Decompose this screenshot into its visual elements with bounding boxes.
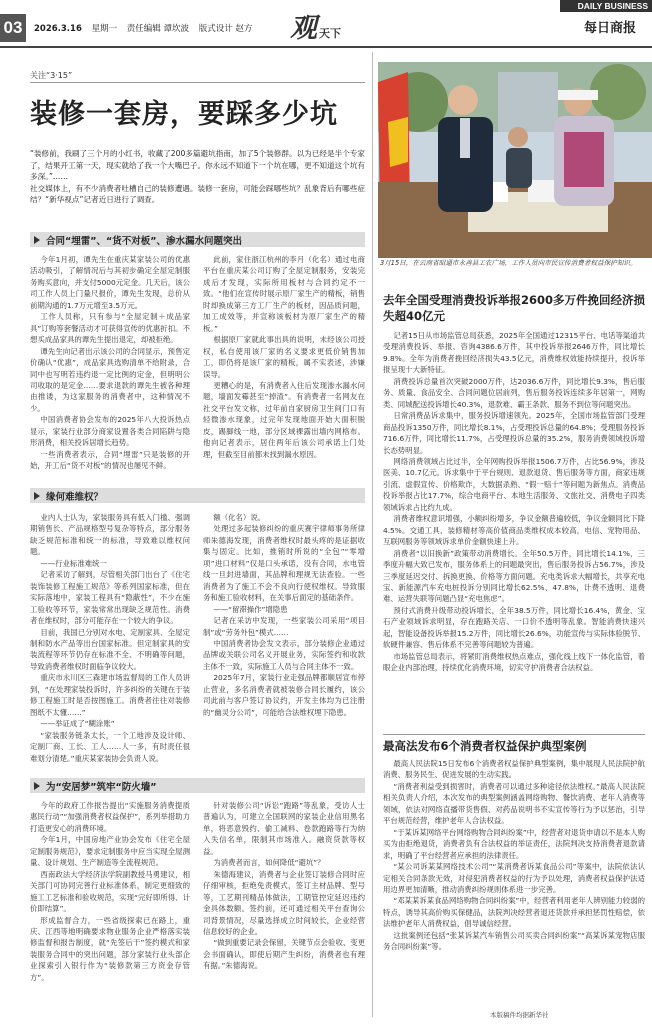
paragraph: 西南政法大学经济法学院副教授马勇建议，相关部门可协同完善行业标准体系，制定更细致的施工工艺标准和验收规范，实现“完好即所得、计价即结算”。 [30,869,190,914]
section-logo [290,6,341,45]
designer: 版式设计 赵方 [198,24,253,34]
paragraph: 市场监管总局表示，将紧盯消费维权热点难点，强化线上线下一体化监管，着眼企业内部治理，持续优化消费环境，切实守护消费者合法权益。 [383,651,645,673]
story-1-body [383,330,645,730]
paragraph: 更糟心的是，有消费者入住后发现渗水漏水问题，墙面发霉甚至“掉渣”。有消费者一名网友在社交平台发文称，过年前自家厨房卫生间门口有轻微渗水现象，过完年发现地面开始大面积脱皮，踢脚线一地，部分区域裸露出墙内网格布。他向记者表示，居住两年后该公司承诺上门处理，但截至目前都未找到漏水原因。 [203,380,365,459]
page-number: 03 [0,14,26,42]
section-heading-2 [30,488,365,503]
weekday: 星期一 [91,24,118,34]
page-title: 装修一套房，要踩多少坑 [30,99,338,130]
paragraph: 中国消费者协会发布的2025年八大投诉热点显示，家装行业部分商家设置各类合同陷阱与隐形消费，相关投诉居增长趋势。 [30,415,190,448]
paragraph: 2025年7月，家装行业走强品牌都顺居宣布停止营业，多名消费者就被装修合同长履约，该公司此前与客户签订协议约，开发主体均为已注册的“幽灵分公司”，可能给合法维权埋下隐患。 [203,673,365,717]
story-2-title: 最高法发布6个消费者权益保护典型案例 [383,739,587,753]
section-1-col-1 [30,254,190,484]
paragraph: “家装服务链条太长，一个工地涉及设计师、定制厂商、工长、工人……人一多，有时责任很难划分清楚。”重庆某家装协会负责人说。 [30,730,190,763]
news-photo [378,62,652,258]
paragraph: 最高人民法院15日发布6个消费者权益保护典型案例，集中展现人民法院护航消费、服务民生、促进发展的生动实践。 [383,759,645,780]
paragraph: 额（化名）说。 [213,513,266,522]
paragraph: “做到重要记录会保留，关键节点会验收、变更会书面确认，即使后期产生纠纷，消费者也有理有据。”朱德海说。 [203,938,365,971]
section-3-col-2 [203,800,365,1014]
paragraph: 谭先生向记者出示该公司的合同显示，预售定价确认“优惠”，成品家具选购清单不给附录，合同中也写明若违约退一定比例的定金，但明明公司收取的是定金……要求退款的谭先生被各种理由推诿，为这家服务的消费者中，这种情况不少。 [30,346,190,413]
paragraph: 重庆市永川区三森建市场监督局的工作人员讲到，“在处理家装投诉时，许多纠纷的关键在于装修工程施工时是否按图施工。消费者往往对装修图纸不太懂……” [30,673,190,717]
paragraph: 消费者维权意识增强，小额纠纷增多，争议金额普遍较低，争议金额同比下降4.5%。交通工具、装修精材等高价值商品类维权成本较高，电信、宠物用品、互联网服务等领域诉求单价金额快速上升。 [383,514,645,547]
story-separator [383,734,645,735]
paragraph: 网络消费领域占比过半，全年网购投诉举报1506.7万件，占比56.9%，涉及医美、10.7亿元。诉求集中于平台规则、退款退货、售后服务等方面，商家违规引流、虚假宣传、价格欺诈，大数据杀熟、“假一赔十”等问题为新焦点。消费品投诉举报占比17.7%，综合电商平台、本地生活服务、文旅社交、消费电子四类领域诉求占比约九成。 [383,456,645,512]
paragraph: 今年1月，中国房地产业协会发布《住宅全屋定制服务规范》，要求定制服务中应当实现全屋测量、设计规划、生产制造等全流程规范。 [30,835,190,868]
paragraph: “于某诉某网络平台网络购物合同纠纷案”中，经营者对退货申请以不是本人购买为由拒绝退货，消费者负有合法权益的举证责任，法院判决支持消费者退款请求，明确了平台经营者应承担的法律责任。 [383,827,645,860]
credit-line: 本版稿件均据新华社 [490,1011,549,1019]
section-1-col-2 [203,254,365,484]
paper-name: 每日商报 [584,21,637,36]
paragraph: 此前，家住浙江杭州的李月（化名）通过电商平台在重庆某公司订购了全屋定制服务，安装完成后才发现，实际所用板材与合同约定不一致。“他们在宣传时展示原厂家生产的精板，销售时却换成第三方工厂生产的板材，因品质问题，加工成效等，并宣称该板材为原厂家生产的精板。” [203,255,365,333]
paragraph: 一些消费者表示，合同“埋雷”只是装修的开始，开工后“货不对板”的情况也屡见不鲜。 [30,449,190,471]
section-heading-1 [30,232,365,247]
paragraph: “邓某某诉某食品网络购物合同纠纷案”中，经营者利用老年人辨别能力较弱的特点，诱导其高价购买保健品，法院判决经营者退还货款并承担惩罚性赔偿，依法维护老年人消费权益，倡导诚信经营。 [383,896,645,929]
triangle-icon [34,492,40,500]
paragraph: 朱德海建议，消费者与企业签订装修合同时应仔细审核，拒绝免责模式，签订主材品牌、型号等，工艺期刊精品体做法，工期管控定延迟违约金具体数额。签约前，还可通过相关平台查询公司背景情况，尽量选择成立时间较长，企业经营信息较好的企业。 [203,869,365,936]
photo-caption: 3月15日，在云南省昭通市永善县工农广场，工作人员向市民宣传消费者权益保护知识。 [380,259,637,267]
kicker-rule [30,82,365,83]
header-rule [0,46,652,48]
paragraph: 针对装修公司“诉讼”跑路”等乱象，受访人士普遍认为，可建立全国联网的家装企业信用黑名单，将恶意毁约、偷工减料、卷款跑路等行为纳入失信名单，限制其市场准入。融资贷款等权益。 [203,801,365,856]
kicker: 关注“3·15” [30,71,73,80]
paragraph: ——举证成了“糊涂账” [40,719,115,729]
triangle-icon [34,236,40,244]
issue-date: 2026.3.16 [34,24,82,34]
column-divider [372,52,373,1017]
paragraph: 为消费者而言，如何降低“避坑”？ [213,858,325,868]
paragraph: 记者采访了解到，尽管相关部门出台了《住宅装饰装修工程施工规范》等系列国家标准，但在实际落地中，家装工程具有“隐蔽性”，不少在施工验收等环节，家装常常出现缺乏规范性。消费者在维权时，部分可能存在一个较大的争议。 [30,570,190,626]
paragraph: 日常消费品诉求集中，服务投诉增速领先。2025年，全国市场监管部门受理商品投诉1350万件，同比增长8.1%，占受理投诉总量的64.8%；受理服务投诉716.6万件，同比增长11.7%，占受理投诉总量的35.2%，服务消费领域投诉增长态势明显。 [383,411,645,455]
section-heading-3-text: 为“安居梦”筑牢“防火墙” [46,782,157,793]
section-heading-3 [30,778,365,793]
paragraph: 目前，我国已分别对水电、定制家具、全屋定制和防水产品等出台国家标准。但定制家具的安装流程等环节仍存在标准不全、不明确等问题，导致消费者维权时面临争议较大。 [30,627,190,671]
news-photo-illustration [378,62,652,258]
paragraph: 根据原厂家就此事出具的说明，未经该公司授权，私自使用该厂家的名义要求更低价销售加工，即仍将是该厂家的精板，属不实表述，涉嫌误导。 [203,335,365,379]
paragraph: 形成监督合力，一些省级探索已在路上，重庆、江西等地明确要求物业服务企业严格落实装修监督和报告制度，就“先签后干”签约模式和家装服务合同中的突出问题，部分家装行业头部企业探索引入银行作为“装修款第三方资金存管方”。 [30,915,190,982]
paragraph: 中国消费者协会发文表示，部分装修企业通过品牌或关联公司名义开展业务，实际签约和收款主体不一致，实际施工人员与合同主体不一致。 [203,638,365,671]
editor: 责任编辑 谭坎波 [126,24,189,34]
paragraph: 消费投诉总量首次突破2000万件，达2036.6万件，同比增长9.3%，售后服务、质量、食品安全、合同问题位居前列，售后服务投诉连续多年居第一，网购类、同城配送投诉增长40.3%，退款难、霸王条款、服务不到位等问题突出。 [383,376,645,409]
paragraph: “消费者利益受到损害时，消费者可以通过多种途径依法维权。”最高人民法院相关负责人介绍，本次发布的典型案例涵盖网络购物、餐饮消费、老年人消费等领域，依法对网络直播带货售假、对药品说明书不实宣传等行为予以惩治，引导平台规范经营，维护老年人合法权益。 [383,781,645,826]
section-2-col-2 [203,512,365,764]
paragraph: ——“留滞操作”增隐患 [213,604,288,614]
section-logo-small: 天下 [319,27,341,40]
paragraph: “某公司诉某某网络技术公司”“某消费者诉某食品公司”等案中，法院依法认定相关合同条款无效，对侵犯消费者权益的行为予以处理，消费者权益保护法适用边界更加清晰，推动消费纠纷规则体系进一步完善。 [383,862,645,894]
paragraph: 处理过多起装修纠纷的重庆赛宇律师事务所律师朱德海发现，消费者维权时最头疼的是证据收集与固定。比如，推销时所说的“全包”“零增项”进口材料”仅是口头承诺，没有合同，水电管线一旦封进墙面，其品牌和理规无法查验。一些消费者为了施工不会不良向行使权维权。导致服务和施工验收材料，在关事后面定的基础条件。 [203,524,365,603]
paragraph: 预付式消费升级带动投诉增长，全年38.5万件，同比增长16.4%，黄金、宝石产业领域诉求明显，存在跑路关店、一口价不透明等乱象。智能消费快速兴起，智能设备投诉举报15.2万件，同比增长26.6%，功能宣传与实际体验脱节、软硬件兼容、售后体系不完善等问题较为普遍。 [383,605,645,650]
triangle-icon [34,782,40,790]
paragraph: ——行业标准难统一 [40,558,107,568]
section-heading-1-text: 合同“埋雷”、“货不对板”、渗水漏水问题突出 [46,236,242,247]
story-1-title: 去年全国受理消费投诉举报2600多万件挽回经济损失超40亿元 [383,293,646,323]
paragraph: 今年1月初，谭先生在重庆某家装公司的优惠活动吸引，了解情况后与其初步确定全屋定制服务购买意向，并支付5000元定金。几天后，该公司工作人员上门量尺报价，谭先生发现，总价从前期沟通的1.7万元增至3.5万元。 [30,255,190,310]
story-2-body [383,758,645,1008]
section-2-col-1 [30,512,190,764]
paragraph: 今年的政府工作报告提出“实施服务消费提质惠民行动”“加强消费者权益保护”，系列举措助力打造更安心的消费环境。 [30,801,190,833]
paragraph: 业内人士认为，家装服务具有低入门槛、强调期销售长、产品规格型号复杂等特点，部分服务缺乏规范标准和统一的标准，导致难以维权问题。 [30,513,190,557]
paragraph: 记者15日从市场监管总局获悉，2025年全国通过12315平台、电话等渠道共受理消费投诉、举报、咨询4386.6万件，其中投诉举报2646万件，同比增长9.8%。全年为消费者挽回经济损失43.5亿元，消费维权效能持续提升，投诉举报呈现十大新特征。 [383,331,645,375]
paragraph: 这批案例还包括“张某诉某汽车销售公司买卖合同纠纷案”“高某诉某宠物店服务合同纠纷案”等。 [383,930,645,952]
paragraph: 工作人员称，只有参与“全屋定制＋成品家具”订购等套餐活动才可获得宣传的优惠折扣。不想买成品家具的谭先生提出退定，却被拒绝。 [30,312,190,345]
paragraph: 记者在采访中发现，一些家装公司采用“项目制”或“劳务外包”模式…… [203,616,365,637]
section-logo-big: 观 [290,13,317,44]
section-heading-2-text: 缘何难维权？ [46,492,104,503]
lead-paragraph: “装修前，我刷了三个月的小红书，收藏了200多篇避坑指南，加了5个装修群。以为已经是半个专家了，结果开工第一天，现实就给了我一个大嘴巴子。你永远不知道下一个坑在哪，更不知道这个坑有多深。”…… 社交媒体上，有不少消费者吐槽自己的装修遭遇。装修一套房，可能会踩哪些坑？乱象背后有哪些症结？“新华视点”记者近日进行了调查。 [30,149,365,204]
daily-business-bar: DAILY BUSINESS [560,0,652,12]
paragraph: 消费者“以旧换新”政策带动消费增长。全年50.5万件，同比增长14.1%，三季度升幅大致已发布，服务体系上的问题最突出，售后服务投诉占56.7%，涉及三季度延迟交付、拆换更换、价格等方面问题。充电类诉求大幅增长，共享充电宝、新能源汽车充电桩投诉分别同比增长62.5%、47.8%，计费不透明、退费难、运营失联等问题凸显“充电焦虑”。 [383,548,645,604]
header-info [34,22,259,34]
section-3-col-1 [30,800,190,1014]
